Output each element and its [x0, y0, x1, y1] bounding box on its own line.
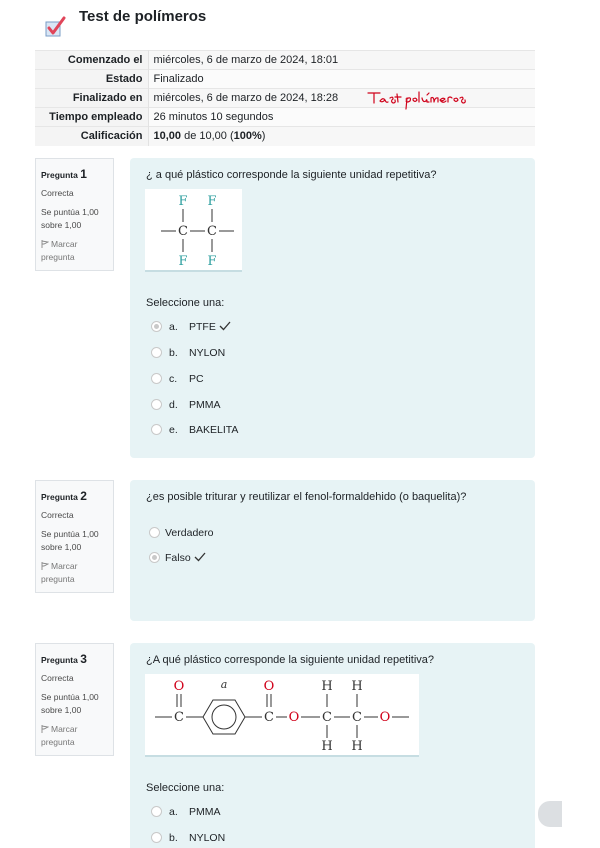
question-number: 3: [80, 652, 87, 666]
option-text: PMMA: [189, 399, 221, 411]
summary-label: Estado: [35, 70, 148, 89]
atom-c: C: [207, 224, 217, 239]
option-letter: d.: [169, 399, 178, 411]
select-one-prompt: Seleccione una:: [146, 297, 225, 309]
atom-h: H: [351, 679, 363, 694]
atom-c: C: [322, 710, 332, 725]
question-text: ¿A qué plástico corresponde la siguiente unidad repetitiva?: [146, 654, 435, 666]
handwritten-annotation: [366, 88, 470, 110]
quiz-checkmark-icon: [44, 16, 66, 38]
question-grade: Se puntúa 1,00 sobre 1,00: [41, 528, 99, 552]
atom-h: H: [321, 679, 333, 694]
summary-row-state: [35, 70, 535, 89]
option-text: Falso: [165, 552, 191, 564]
flag-question-link[interactable]: [41, 723, 108, 749]
atom-h: H: [321, 739, 333, 754]
question-2-content: [130, 480, 535, 621]
option-text: BAKELITA: [189, 424, 239, 436]
atom-o: O: [263, 679, 275, 694]
question-3-content: [130, 643, 535, 848]
radio-button[interactable]: [149, 552, 160, 563]
summary-value: miércoles, 6 de marzo de 2024, 18:01: [148, 51, 535, 70]
atom-o: O: [379, 710, 391, 725]
question-text: ¿ a qué plástico corresponde la siguiente unidad repetitiva?: [146, 169, 437, 181]
question-state: Correcta: [41, 509, 74, 520]
option-text: PMMA: [189, 806, 221, 818]
question-1-content: [130, 158, 535, 458]
summary-label: Tiempo empleado: [35, 108, 148, 127]
flag-icon: [41, 240, 49, 248]
summary-value: [148, 127, 535, 146]
radio-button[interactable]: [151, 399, 162, 410]
summary-label: Comenzado el: [35, 51, 148, 70]
atom-f: F: [178, 254, 188, 269]
grade-close: ): [261, 130, 266, 143]
summary-row-grade: [35, 127, 535, 146]
flag-label: Marcar pregunta: [41, 561, 78, 585]
radio-button[interactable]: [151, 806, 162, 817]
option-text: Verdadero: [165, 527, 214, 539]
radio-button[interactable]: [151, 373, 162, 384]
scroll-to-top-button[interactable]: [538, 801, 562, 827]
summary-label: Calificación: [35, 127, 148, 146]
radio-button[interactable]: [151, 321, 162, 332]
radio-button[interactable]: [151, 424, 162, 435]
radio-button[interactable]: [151, 832, 162, 843]
select-one-prompt: Seleccione una:: [146, 782, 225, 794]
option-text: NYLON: [189, 832, 226, 844]
checkmark-icon: [194, 552, 206, 562]
grade-max: de 10,00 (: [181, 130, 234, 143]
summary-value: Finalizado: [148, 70, 535, 89]
ring-label: a: [220, 678, 228, 691]
question-prefix: Pregunta: [41, 170, 78, 180]
question-grade: Se puntúa 1,00 sobre 1,00: [41, 206, 99, 230]
formula-image-ptfe: [145, 189, 242, 272]
atom-o: O: [173, 679, 185, 694]
question-state: Correcta: [41, 672, 74, 683]
atom-c: C: [264, 710, 274, 725]
question-prefix: Pregunta: [41, 655, 78, 665]
flag-icon: [41, 562, 49, 570]
atom-c: C: [178, 224, 188, 239]
option-letter: b.: [169, 347, 178, 359]
question-2-info: [35, 480, 114, 593]
radio-button[interactable]: [149, 527, 160, 538]
question-prefix: Pregunta: [41, 492, 78, 502]
page-header: [40, 6, 560, 46]
summary-row-time: [35, 108, 535, 127]
atom-o: O: [288, 710, 300, 725]
atom-f: F: [178, 194, 188, 209]
option-letter: c.: [169, 373, 178, 385]
atom-f: F: [207, 254, 217, 269]
flag-label: Marcar pregunta: [41, 724, 78, 748]
atom-c: C: [352, 710, 362, 725]
question-grade: Se puntúa 1,00 sobre 1,00: [41, 691, 99, 715]
flag-label: Marcar pregunta: [41, 239, 78, 263]
flag-question-link[interactable]: [41, 238, 108, 264]
atom-h: H: [351, 739, 363, 754]
grade-value: 10,00: [153, 130, 182, 143]
question-number: 2: [80, 489, 87, 503]
question-number: 1: [80, 167, 87, 181]
radio-button[interactable]: [151, 347, 162, 358]
summary-value: miércoles, 6 de marzo de 2024, 18:28: [148, 89, 535, 108]
option-letter: b.: [169, 832, 178, 844]
formula-image-pet: [145, 674, 419, 757]
question-1-info: [35, 158, 114, 271]
grade-percent: 100%: [233, 130, 262, 143]
flag-question-link[interactable]: [41, 560, 108, 586]
summary-value: 26 minutos 10 segundos: [148, 108, 535, 127]
summary-row-started: [35, 51, 535, 70]
page-title: Test de polímeros: [79, 8, 207, 25]
question-text: ¿es posible triturar y reutilizar el fenol-formaldehido (o baquelita)?: [146, 491, 467, 503]
flag-icon: [41, 725, 49, 733]
option-text: PTFE: [189, 321, 216, 333]
atom-c: C: [174, 710, 184, 725]
option-text: PC: [189, 373, 204, 385]
option-letter: a.: [169, 806, 178, 818]
option-letter: e.: [169, 424, 178, 436]
summary-label: Finalizado en: [35, 89, 148, 108]
question-3-info: [35, 643, 114, 756]
option-letter: a.: [169, 321, 178, 333]
option-text: NYLON: [189, 347, 226, 359]
atom-f: F: [207, 194, 217, 209]
question-state: Correcta: [41, 187, 74, 198]
checkmark-icon: [219, 321, 231, 331]
